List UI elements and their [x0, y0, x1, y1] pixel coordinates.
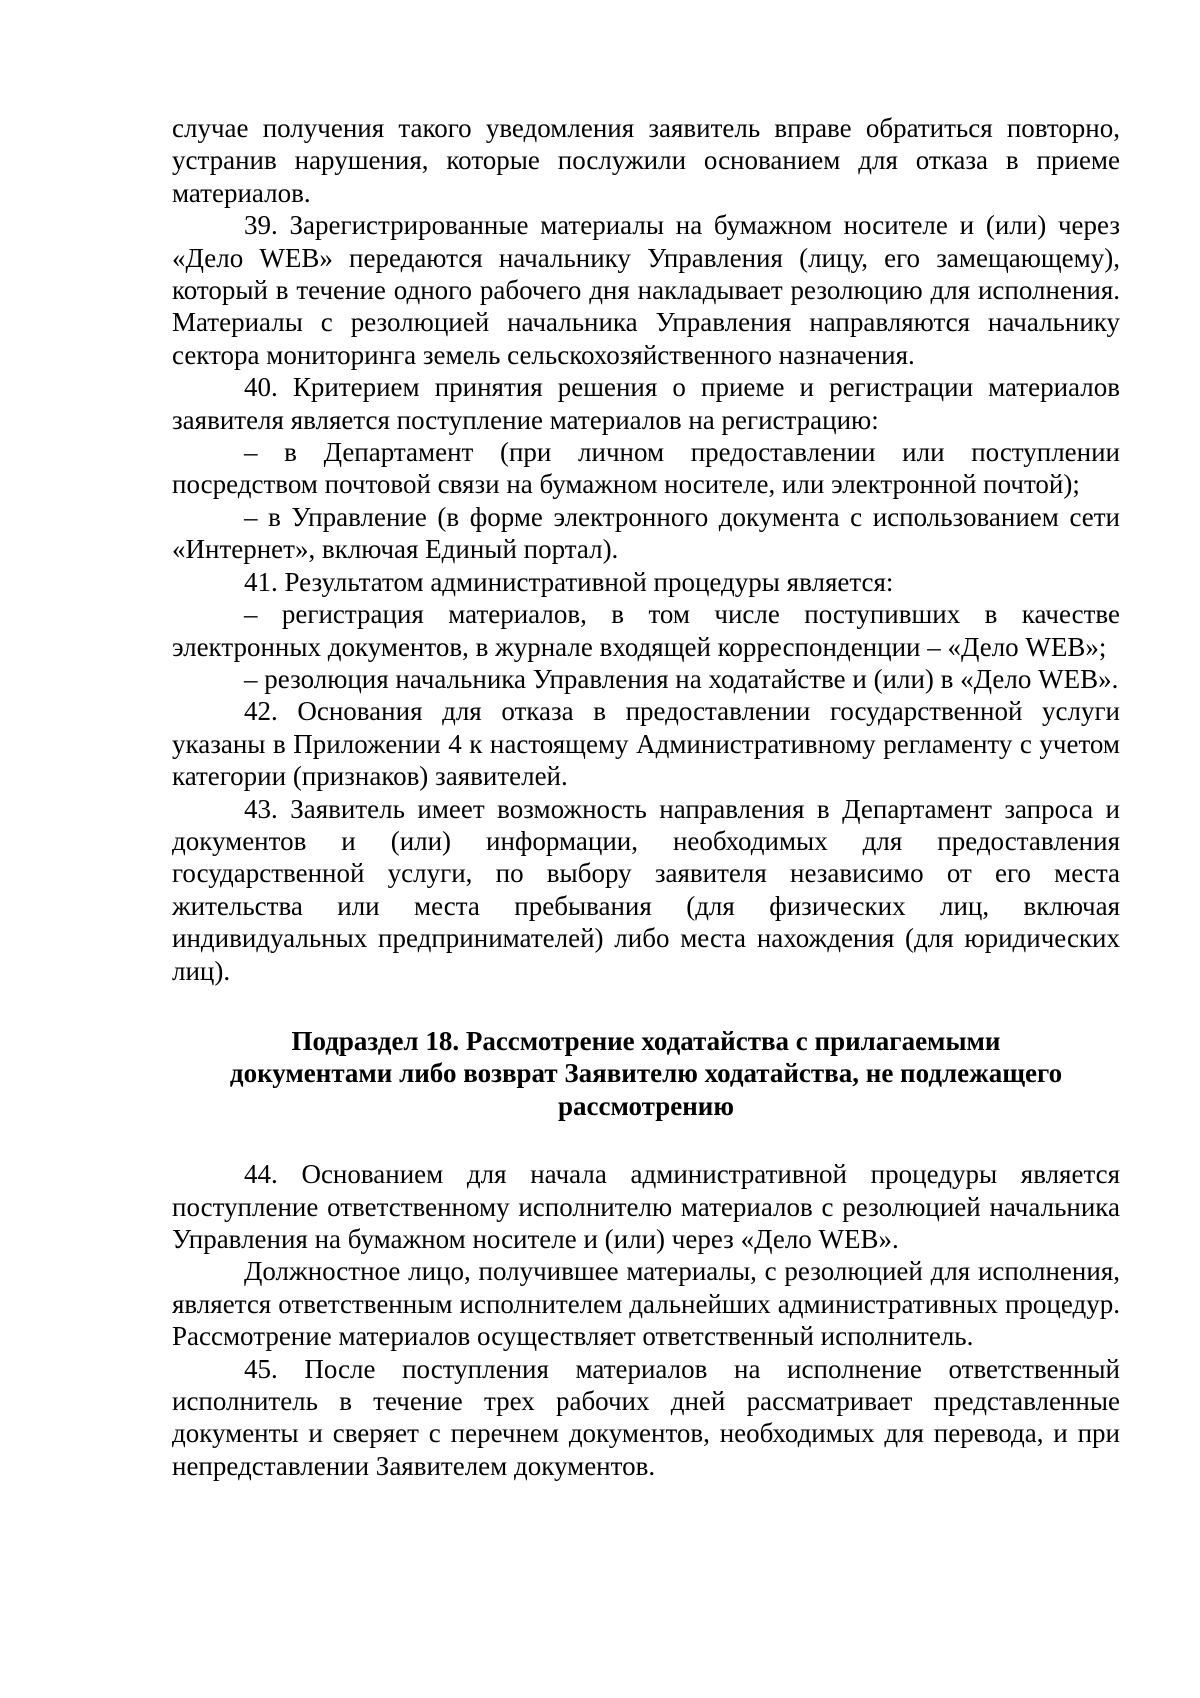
paragraph-43: 43. Заявитель имеет возможность направления в Департамент запроса и документов и (или) информации, необходимых для предоставления государственной услуги, по выбору заявителя независимо от его места жительства или места пребывания (для физических лиц, включая индивидуальных предпринимателей) либо места нахождения (для юридических лиц).: [172, 793, 1120, 986]
list-item-department: – в Департамент (при личном предоставлении или поступлении посредством почтовой связи на бумажном носителе, или электронной почтой);: [172, 437, 1120, 500]
subsection-heading: [172, 1025, 1120, 1122]
heading-line-2: документами либо возврат Заявителю ходатайства, не подлежащего: [229, 1058, 1063, 1089]
paragraph-41: 41. Результатом административной процедуры является:: [244, 566, 894, 597]
list-item-resolution: – резолюция начальника Управления на ходатайстве и (или) в «Дело WEB».: [244, 663, 1119, 694]
paragraph-44: 44. Основанием для начала административной процедуры является поступление ответственному исполнителю материалов с резолюцией начальника Управления на бумажном носителе и (или) через «Дело WEB».: [172, 1159, 1120, 1254]
paragraph-continuation: случае получения такого уведомления заявитель вправе обратиться повторно, устранив нарушения, которые послужили основанием для отказа в приеме материалов.: [172, 113, 1120, 208]
document-page: [172, 112, 1120, 1482]
paragraph-42: 42. Основания для отказа в предоставлении государственной услуги указаны в Приложении 4 к настоящему Административному регламенту с учетом категории (признаков) заявителей.: [172, 696, 1120, 792]
paragraph-45: 45. После поступления материалов на исполнение ответственный исполнитель в течение трех рабочих дней рассматривает представленные документы и сверяет с перечнем документов, необходимых для перевода, и при непредставлении Заявителем документов.: [172, 1353, 1120, 1481]
paragraph-official: Должностное лицо, получившее материалы, с резолюцией для исполнения, является ответственным исполнителем дальнейших административных процедур. Рассмотрение материалов осуществляет ответственный исполнитель.: [172, 1256, 1120, 1352]
paragraph-40: 40. Критерием принятия решения о приеме и регистрации материалов заявителя является поступление материалов на регистрацию:: [172, 372, 1120, 435]
paragraph-39: 39. Зарегистрированные материалы на бумажном носителе и (или) через «Дело WEB» передаются начальнику Управления (лицу, его замещающему), который в течение одного рабочего дня накладывает резолюцию для исполнения. Материалы с резолюцией начальника Управления направляются начальнику сектора мониторинга земель сельскохозяйственного назначения.: [172, 210, 1120, 370]
heading-line-3: рассмотрению: [557, 1090, 734, 1121]
list-item-registration: – регистрация материалов, в том числе поступивших в качестве электронных документов, в журнале входящей корреспонденции – «Дело WEB»;: [172, 599, 1120, 662]
list-item-directorate: – в Управление (в форме электронного документа с использованием сети «Интернет», включая Единый портал).: [172, 501, 1120, 565]
heading-line-1: Подраздел 18. Рассмотрение ходатайства с прилагаемыми: [291, 1025, 1001, 1056]
